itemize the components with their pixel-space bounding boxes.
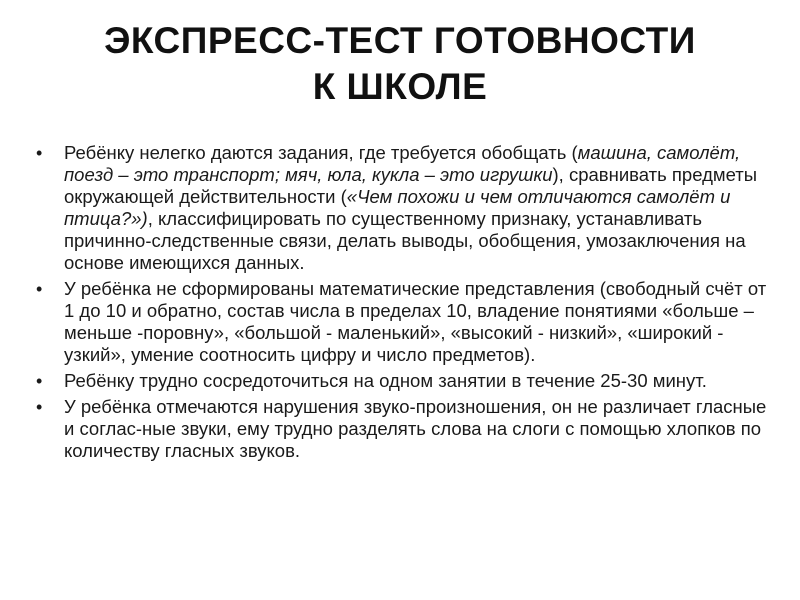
bullet-item-math xyxy=(30,278,776,366)
slide-title xyxy=(20,18,780,110)
bullet-item-speech xyxy=(30,396,776,462)
bullet-text xyxy=(64,396,766,461)
bullet-text-part: У ребёнка не сформированы математические представления (свободный счёт от 1 до 10 и обратно, состав числа в пределах 10, владение понятиями «больше – меньше -поровну», «большой - маленький», «высокий - низкий», «широкий - узкий», умение соотносить цифру и число предметов). xyxy=(64,278,767,365)
bullet-text-part: Ребёнку трудно сосредоточиться на одном занятии в течение 25-30 минут. xyxy=(64,370,707,391)
bullet-marker: • xyxy=(36,143,43,163)
slide-title-line-2: К ШКОЛЕ xyxy=(312,66,488,107)
bullet-marker: • xyxy=(36,279,43,299)
bullet-text-italic-part: машина, самолёт, поезд – это транспорт; мяч, юла, кукла – это игрушки xyxy=(64,142,741,185)
bullet-text xyxy=(64,142,757,273)
bullet-text-italic-part: «Чем похожи и чем отличаются самолёт и птица?») xyxy=(64,186,731,229)
bullet-text xyxy=(64,278,766,365)
bullet-item-concentration xyxy=(30,370,776,392)
bullet-marker: • xyxy=(36,371,43,391)
bullet-text-part: ), сравнивать предметы окружающей действительности ( xyxy=(64,164,758,207)
bullet-text-part: У ребёнка отмечаются нарушения звуко-произношения, он не различает гласные и соглас-ные звуки, ему трудно разделять слова на слоги с помощью хлопков по количеству гласных звуков. xyxy=(64,396,767,461)
bullet-list xyxy=(30,142,776,466)
slide-title-line-1: ЭКСПРЕСС-ТЕСТ ГОТОВНОСТИ xyxy=(104,20,696,61)
bullet-text xyxy=(64,370,707,391)
bullet-text-part: Ребёнку нелегко даются задания, где требуется обобщать ( xyxy=(64,142,578,163)
bullet-text-part: , классифицировать по существенному признаку, устанавливать причинно-следственные связи, делать выводы, обобщения, умозаключения на основе имеющихся данных. xyxy=(64,208,746,273)
bullet-item-generalization xyxy=(30,142,776,274)
bullet-marker: • xyxy=(36,397,43,417)
